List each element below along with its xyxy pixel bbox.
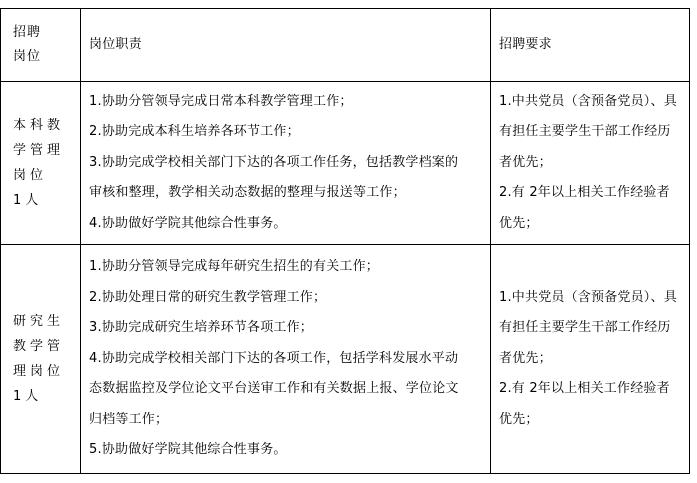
duty-line: 4.协助完成学校相关部门下达的各项工作，包括学科发展水平动 xyxy=(89,350,459,366)
duty-cell xyxy=(81,245,491,474)
requirement-line: 者优先； xyxy=(499,154,552,170)
duty-line: 3.协助完成研究生培养环节各项工作； xyxy=(89,320,314,336)
duty-line: 归档等工作； xyxy=(89,411,169,427)
requirement-line: 优先； xyxy=(499,215,539,231)
header-post-cell xyxy=(1,9,81,82)
post-line: 学管理 xyxy=(13,143,65,158)
requirement-line: 1.中共党员（含预备党员）、具 xyxy=(499,93,677,109)
post-cell xyxy=(1,82,81,245)
duty-line: 1.协助分管领导完成日常本科教学管理工作； xyxy=(89,93,353,109)
post-cell xyxy=(1,245,81,474)
duty-line: 2.协助处理日常的研究生教学管理工作； xyxy=(89,289,327,305)
table-row xyxy=(1,245,690,474)
requirement-line: 2.有 2年以上相关工作经验者 xyxy=(499,381,670,397)
recruitment-table xyxy=(0,8,690,474)
post-line: 岗位 xyxy=(13,168,48,183)
post-line: 研究生 xyxy=(13,314,65,329)
post-line: 1人 xyxy=(13,193,43,208)
duty-line: 5.协助做好学院其他综合性事务。 xyxy=(89,442,287,458)
table-row xyxy=(1,82,690,245)
duty-line: 4.协助做好学院其他综合性事务。 xyxy=(89,215,287,231)
duty-cell xyxy=(81,82,491,245)
header-duty-cell xyxy=(81,9,491,82)
requirement-cell xyxy=(491,82,690,245)
header-post-line: 岗位 xyxy=(13,49,42,64)
post-line: 1人 xyxy=(13,389,43,404)
requirement-line: 优先； xyxy=(499,411,539,427)
header-requirement-label: 招聘要求 xyxy=(499,37,552,52)
requirement-line: 2.有 2年以上相关工作经验者 xyxy=(499,185,670,201)
post-line: 教学管 xyxy=(13,339,65,354)
duty-line: 2.协助完成本科生培养各环节工作； xyxy=(89,124,300,140)
requirement-cell xyxy=(491,245,690,474)
requirement-line: 有担任主要学生干部工作经历 xyxy=(499,320,671,336)
duty-line: 审核和整理，教学相关动态数据的整理与报送等工作； xyxy=(89,185,406,201)
duty-line: 1.协助分管领导完成每年研究生招生的有关工作； xyxy=(89,259,380,275)
header-duty-label: 岗位职责 xyxy=(89,37,142,52)
table-header-row xyxy=(1,9,690,82)
requirement-line: 者优先； xyxy=(499,350,552,366)
duty-line: 态数据监控及学位论文平台送审工作和有关数据上报、学位论文 xyxy=(89,381,459,397)
post-line: 本科教 xyxy=(13,118,65,133)
requirement-line: 1.中共党员（含预备党员）、具 xyxy=(499,289,677,305)
duty-line: 3.协助完成学校相关部门下达的各项工作任务，包括教学档案的 xyxy=(89,154,459,170)
post-line: 理岗位 xyxy=(13,364,65,379)
header-requirement-cell xyxy=(491,9,690,82)
requirement-line: 有担任主要学生干部工作经历 xyxy=(499,124,671,140)
header-post-line: 招聘 xyxy=(13,25,42,40)
